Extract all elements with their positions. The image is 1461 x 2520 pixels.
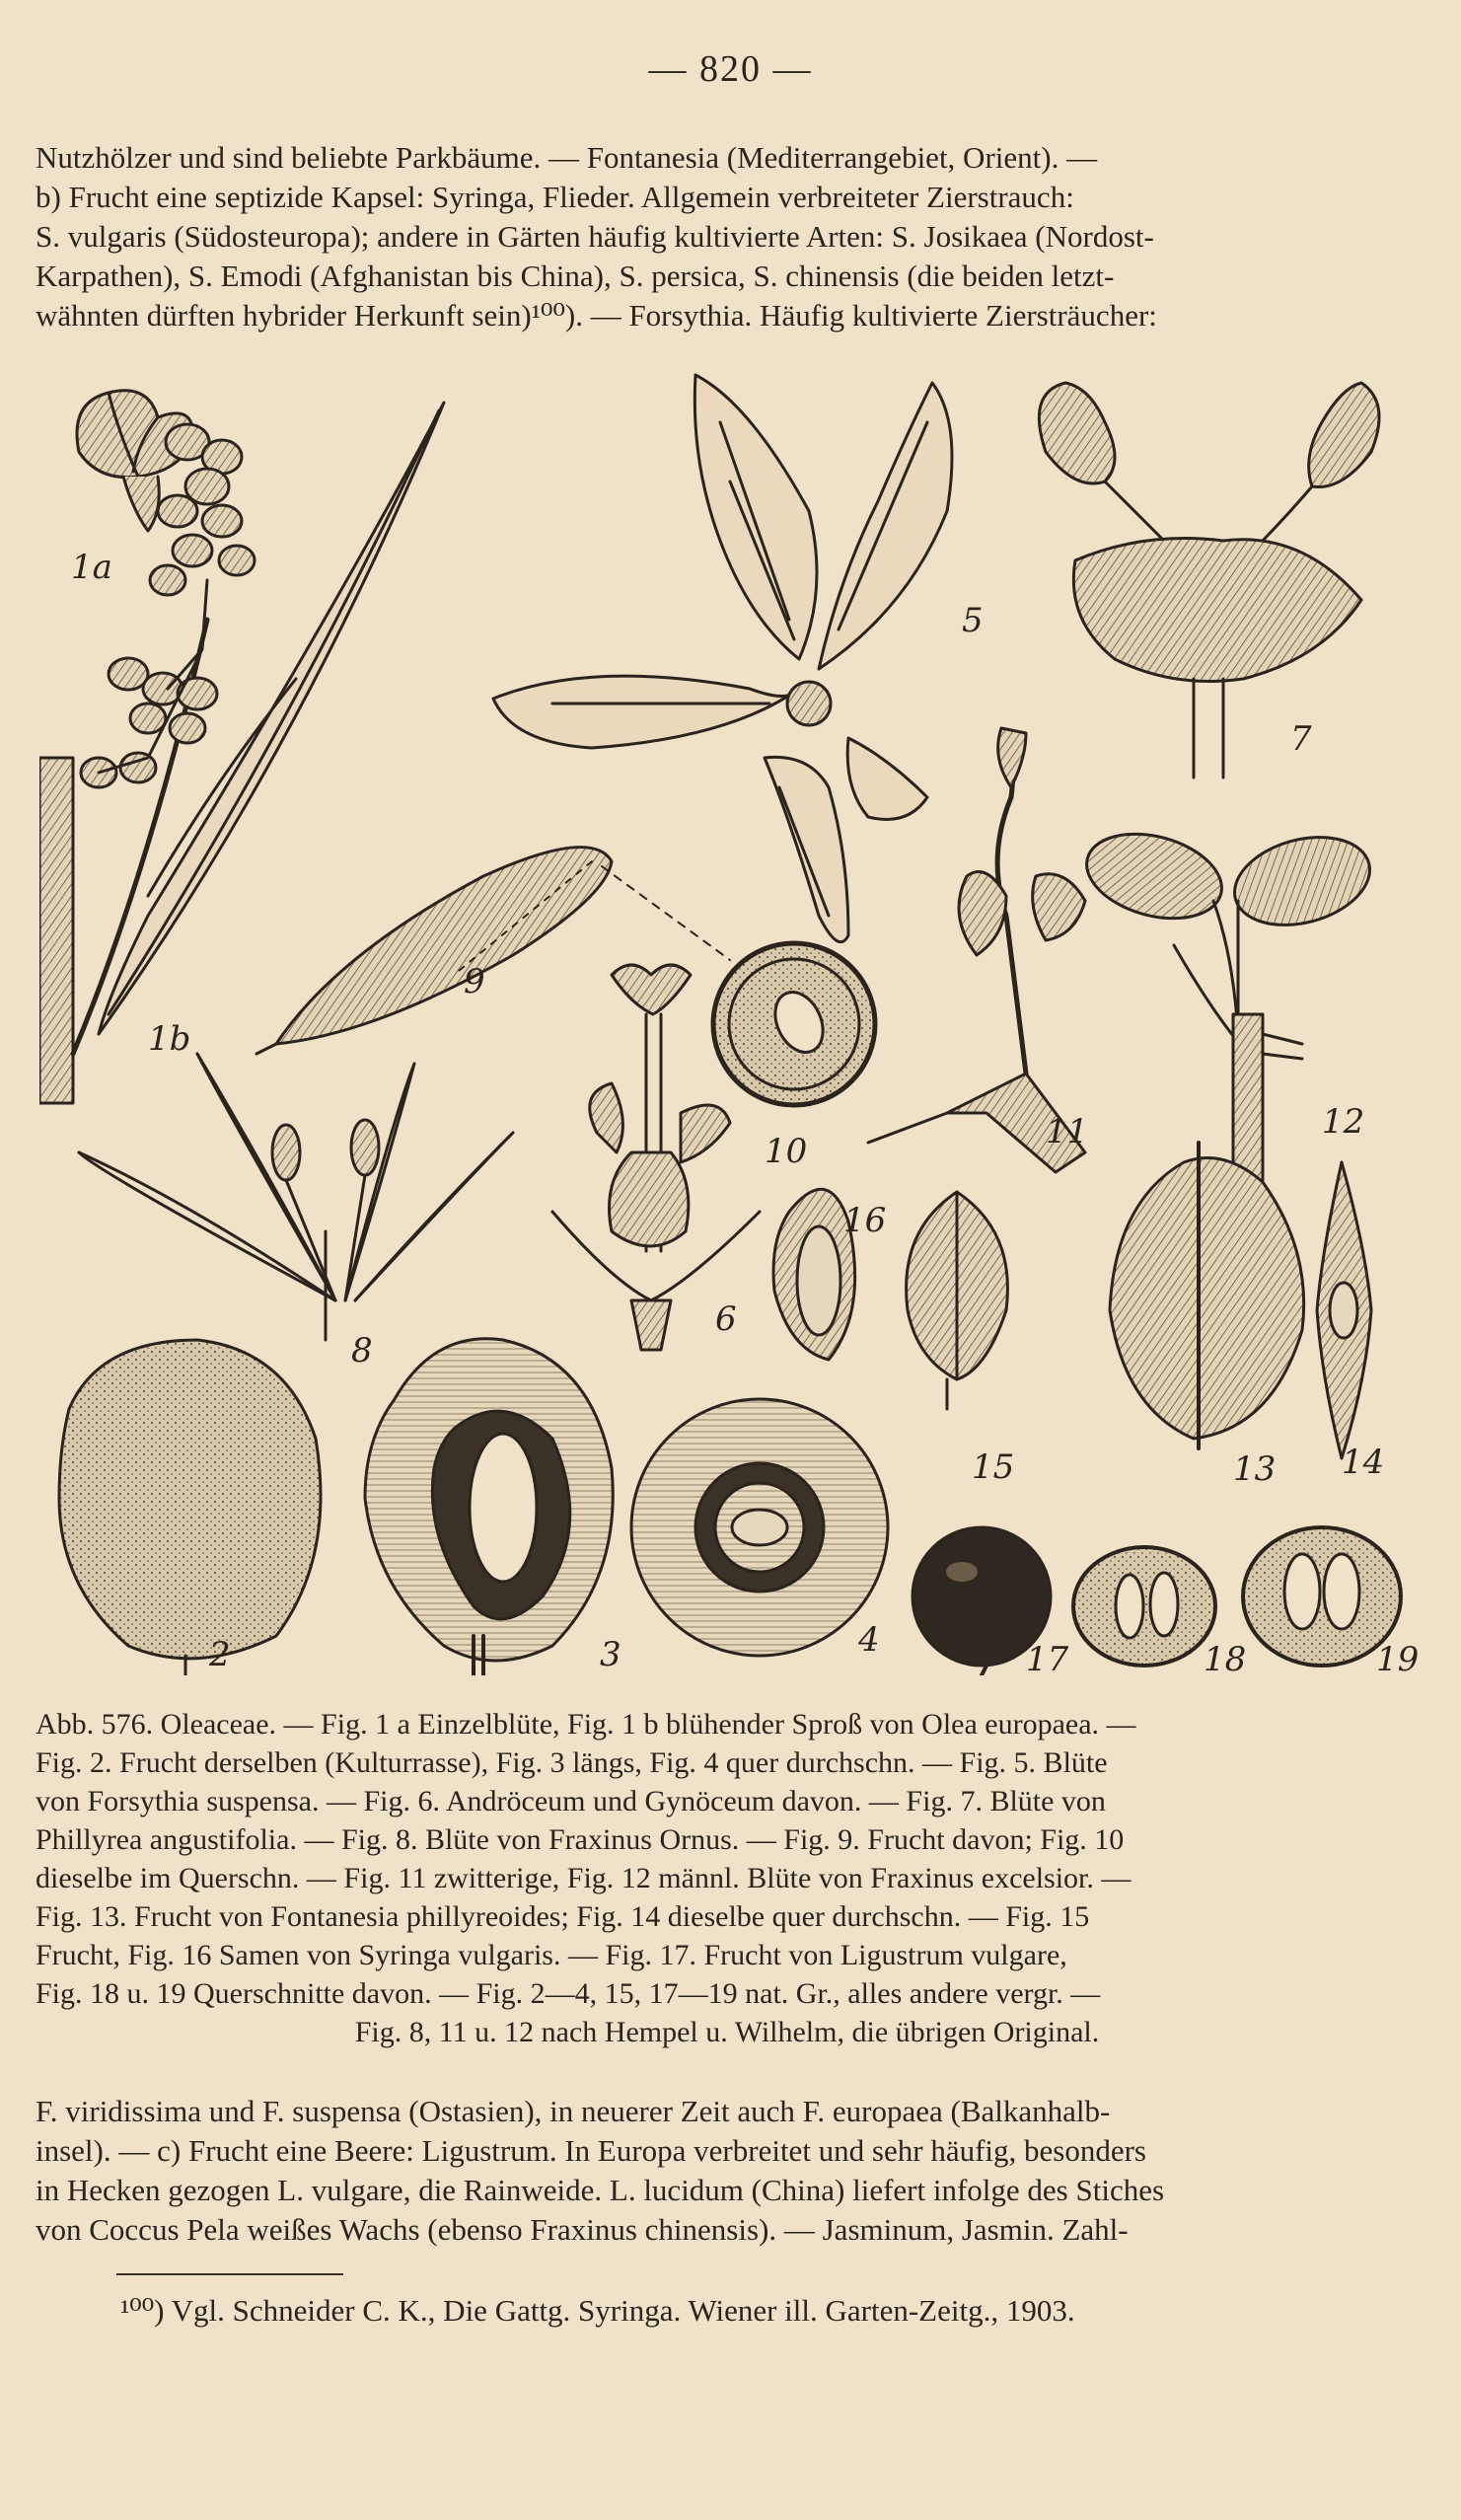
text-line: insel). — c) Frucht eine Beere: Ligustrum. In Europa verbreitet und sehr häufig, besonders bbox=[36, 2133, 1146, 2168]
figure-caption bbox=[36, 1705, 1419, 2051]
fig-10-cross-section bbox=[713, 943, 875, 1105]
text-line: b) Frucht eine septizide Kapsel: Syringa, Flieder. Allgemein verbreiteter Zierstrauch: bbox=[36, 180, 1074, 214]
text-line: wähnten dürften hybrider Herkunft sein)¹⁰⁰). — Forsythia. Häufig kultivierte Ziersträucher: bbox=[36, 298, 1157, 333]
caption-line: Frucht, Fig. 16 Samen von Syringa vulgaris. — Fig. 17. Frucht von Ligustrum vulgare, bbox=[36, 1939, 1067, 1971]
fig-15-capsule bbox=[907, 1192, 1008, 1409]
caption-line: dieselbe im Querschn. — Fig. 11 zwitterige, Fig. 12 männl. Blüte von Fraxinus excelsior. — bbox=[36, 1862, 1132, 1894]
fig-label-6: 6 bbox=[715, 1299, 737, 1339]
caption-line: von Forsythia suspensa. — Fig. 6. Andröceum und Gynöceum davon. — Fig. 7. Blüte von bbox=[36, 1785, 1106, 1817]
caption-line: Phillyrea angustifolia. — Fig. 8. Blüte von Fraxinus Ornus. — Fig. 9. Frucht davon; Fig. 10 bbox=[36, 1823, 1125, 1856]
bottom-paragraph bbox=[36, 2092, 1419, 2250]
fig-label-1b: 1b bbox=[148, 1019, 191, 1059]
fig-label-17: 17 bbox=[1026, 1640, 1069, 1675]
caption-line: Abb. 576. Oleaceae. — Fig. 1 a Einzelblüte, Fig. 1 b blühender Sproß von Olea europaea. — bbox=[36, 1708, 1136, 1741]
fig-label-12: 12 bbox=[1322, 1102, 1365, 1142]
fig-label-13: 13 bbox=[1233, 1449, 1277, 1489]
fig-7-phillyrea-flower bbox=[1039, 383, 1379, 778]
fig-label-3: 3 bbox=[600, 1635, 621, 1674]
text-line: F. viridissima und F. suspensa (Ostasien), in neuerer Zeit auch F. europaea (Balkanhalb- bbox=[36, 2094, 1111, 2128]
text-line: von Coccus Pela weißes Wachs (ebenso Fraxinus chinensis). — Jasminum, Jasmin. Zahl- bbox=[36, 2212, 1129, 2247]
fig-13-fontanesia-fruit bbox=[1110, 1143, 1304, 1448]
fig-label-11: 11 bbox=[1046, 1112, 1089, 1151]
fig-label-2: 2 bbox=[209, 1635, 231, 1674]
fig-3-longitudinal-section bbox=[365, 1339, 613, 1675]
fig-18-cross-section bbox=[1073, 1547, 1215, 1666]
page-number: — 820 — bbox=[648, 48, 813, 90]
fig-label-14: 14 bbox=[1342, 1443, 1385, 1482]
fig-label-8: 8 bbox=[351, 1331, 373, 1371]
fig-label-19: 19 bbox=[1376, 1640, 1420, 1675]
fig-label-18: 18 bbox=[1204, 1640, 1247, 1675]
top-paragraph bbox=[36, 138, 1419, 335]
fig-label-4: 4 bbox=[858, 1620, 880, 1660]
footnote-divider bbox=[116, 2273, 343, 2275]
fig-9-fruit bbox=[256, 848, 612, 1054]
text-line: Nutzhölzer und sind beliebte Parkbäume. — Fontanesia (Mediterrangebiet, Orient). — bbox=[36, 140, 1098, 175]
fig-2-fruit bbox=[59, 1340, 321, 1675]
fig-14-cross-section bbox=[1317, 1162, 1371, 1458]
fig-4-cross-section bbox=[631, 1399, 888, 1656]
caption-line: Fig. 8, 11 u. 12 nach Hempel u. Wilhelm, die übrigen Original. bbox=[354, 2016, 1100, 2048]
fig-label-10: 10 bbox=[765, 1132, 808, 1171]
fig-label-9: 9 bbox=[464, 962, 485, 1001]
caption-line: Fig. 13. Frucht von Fontanesia phillyreoides; Fig. 14 dieselbe quer durchschn. — Fig. 15 bbox=[36, 1900, 1090, 1933]
text-line: S. vulgaris (Südosteuropa); andere in Gärten häufig kultivierte Arten: S. Josikaea (Nordost- bbox=[36, 219, 1154, 254]
text-line: in Hecken gezogen L. vulgare, die Rainweide. L. lucidum (China) liefert infolge des Stiches bbox=[36, 2173, 1165, 2207]
fig-label-5: 5 bbox=[962, 601, 984, 640]
caption-line: Fig. 2. Frucht derselben (Kulturrasse), Fig. 3 längs, Fig. 4 quer durchschn. — Fig. 5. Blüte bbox=[36, 1746, 1108, 1779]
botanical-illustration bbox=[39, 363, 1425, 1675]
caption-line: Fig. 18 u. 19 Querschnitte davon. — Fig. 2—4, 15, 17—19 nat. Gr., alles andere vergr. — bbox=[36, 1977, 1101, 2010]
text-line: Karpathen), S. Emodi (Afghanistan bis China), S. persica, S. chinensis (die beiden letzt- bbox=[36, 259, 1115, 293]
footnote: ¹⁰⁰) Vgl. Schneider C. K., Die Gattg. Syringa. Wiener ill. Garten-Zeitg., 1903. bbox=[120, 2293, 1075, 2328]
fig-label-7: 7 bbox=[1290, 719, 1312, 759]
fig-8-ornus-flower bbox=[79, 1054, 513, 1340]
fig-label-16: 16 bbox=[843, 1201, 887, 1240]
fig-label-15: 15 bbox=[972, 1447, 1015, 1487]
fig-label-1a: 1a bbox=[71, 548, 112, 587]
